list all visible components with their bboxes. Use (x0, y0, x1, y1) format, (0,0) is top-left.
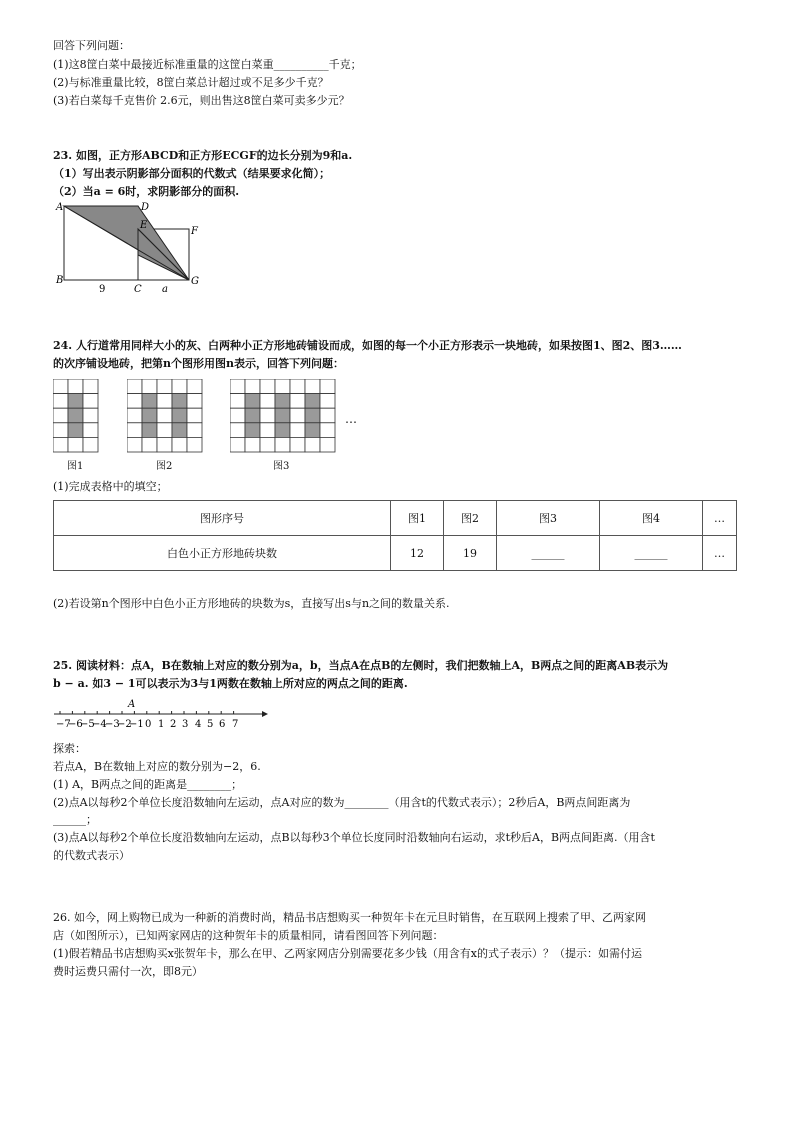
table-cell: 图形序号 (54, 501, 391, 536)
q25-stem-line1: 25. 阅读材料：点A，B在数轴上对应的数分别为a，b，当点A在点B的左侧时，我们把数轴上A，B两点之间的距离AB表示为 (53, 659, 669, 672)
tick-label: −2 (117, 719, 132, 730)
q23-stem: 23. 如图，正方形ABCD和正方形ECGF的边长分别为9和a. (53, 149, 353, 162)
table-row (54, 501, 737, 536)
table-cell: 白色小正方形地砖块数 (54, 536, 391, 571)
q26-line3: (1)假若精品书店想购买x张贺年卡，那么在甲、乙两家网店分别需要花多少钱（用含有x的式子表示）？（提示：如需付运 (53, 947, 642, 960)
label-a: a (162, 284, 168, 295)
q24-stem-line1: 24. 人行道常用同样大小的灰、白两种小正方形地砖铺设而成，如图的每一个小正方形表示一块地砖，如果按图1、图2、图3…… (53, 339, 682, 352)
tick-label: 3 (182, 719, 189, 730)
q25-stem-line2: b − a. 如3 − 1可以表示为3与1两数在数轴上所对应的两点之间的距离. (53, 677, 408, 690)
tick-label: −7 (56, 719, 71, 730)
table-cell: 图4 (600, 501, 703, 536)
tick-label: −1 (129, 719, 144, 730)
tick-label: −6 (68, 719, 83, 730)
label-nine: 9 (99, 284, 106, 295)
label-B: B (56, 275, 64, 286)
tile-figure-2 (127, 379, 203, 453)
tile-count-table (53, 500, 737, 571)
q22-part1: (1)这8筐白菜中最接近标准重量的这筐白菜重__________千克； (53, 58, 362, 71)
q25-given: 若点A，B在数轴上对应的数分别为−2，6. (53, 760, 261, 773)
q24-stem-line2: 的次序铺设地砖，把第n个图形用图n表示，回答下列问题： (53, 357, 344, 370)
fig2-caption: 图2 (156, 461, 173, 472)
q22-intro: 回答下列问题： (53, 39, 130, 52)
q25-part1: (1) A，B两点之间的距离是________； (53, 778, 243, 791)
squares-figure (52, 200, 212, 295)
table-cell-blank[interactable]: ______ (600, 536, 703, 571)
fig3-caption: 图3 (273, 461, 290, 472)
label-E: E (140, 220, 148, 231)
table-cell: 图1 (391, 501, 444, 536)
q26-line1: 26. 如今，网上购物已成为一种新的消费时尚，精品书店想购买一种贺年卡在元旦时销售，在互联网上搜索了甲、乙两家网 (53, 911, 646, 924)
table-cell: … (703, 501, 737, 536)
label-A: A (56, 202, 64, 213)
tick-label: 4 (195, 719, 202, 730)
tile-figure-1 (53, 379, 99, 453)
table-cell: 19 (444, 536, 497, 571)
label-G: G (191, 276, 199, 287)
q25-part3-cont: 的代数式表示） (53, 849, 130, 862)
q25-part3: (3)点A以每秒2个单位长度沿数轴向左运动，点B以每秒3个单位长度同时沿数轴向右运动，求t秒后A，B两点间距离.（用含t (53, 831, 655, 844)
tick-label: 6 (219, 719, 226, 730)
q24-part2: (2)若设第n个图形中白色小正方形地砖的块数为s，直接写出s与n之间的数量关系. (53, 597, 450, 610)
table-cell: … (703, 536, 737, 571)
tick-label: 7 (232, 719, 239, 730)
tick-label: 0 (145, 719, 152, 730)
q22-part2: (2)与标准重量比较，8筐白菜总计超过或不足多少千克？ (53, 76, 329, 89)
figures-ellipsis: … (345, 412, 357, 426)
tick-label: 2 (170, 719, 177, 730)
q26-line4: 费时运费只需付一次，即8元） (53, 965, 203, 978)
tick-label: −3 (105, 719, 120, 730)
fig1-caption: 图1 (67, 461, 84, 472)
table-cell: 图3 (497, 501, 600, 536)
table-row (54, 536, 737, 571)
tick-label: −5 (80, 719, 95, 730)
q23-part2: （2）当a = 6时，求阴影部分的面积. (53, 185, 240, 198)
table-cell: 图2 (444, 501, 497, 536)
q24-part1: (1)完成表格中的填空； (53, 480, 168, 493)
q25-part2: (2)点A以每秒2个单位长度沿数轴向左运动，点A对应的数为________（用含t的代数式表示）；2秒后A，B两点间距离为 (53, 796, 631, 809)
table-cell-blank[interactable]: ______ (497, 536, 600, 571)
tick-label: 1 (158, 719, 165, 730)
tick-label: 5 (207, 719, 214, 730)
q26-line2: 店（如图所示），已知两家网店的这种贺年卡的质量相同，请看图回答下列问题： (53, 929, 444, 942)
q25-explore: 探索： (53, 742, 86, 755)
number-line (52, 696, 272, 730)
tick-label: −4 (92, 719, 107, 730)
numberline-point-label: A (128, 699, 136, 710)
table-cell: 12 (391, 536, 444, 571)
tile-figure-3 (230, 379, 336, 453)
label-F: F (191, 226, 198, 237)
label-C: C (134, 284, 142, 295)
q23-part1: （1）写出表示阴影部分面积的代数式（结果要求化简）； (53, 167, 331, 180)
label-D: D (141, 202, 150, 213)
q25-part2-cont: ______； (53, 813, 97, 826)
q22-part3: (3)若白菜每千克售价 2.6元，则出售这8筐白菜可卖多少元？ (53, 94, 350, 107)
